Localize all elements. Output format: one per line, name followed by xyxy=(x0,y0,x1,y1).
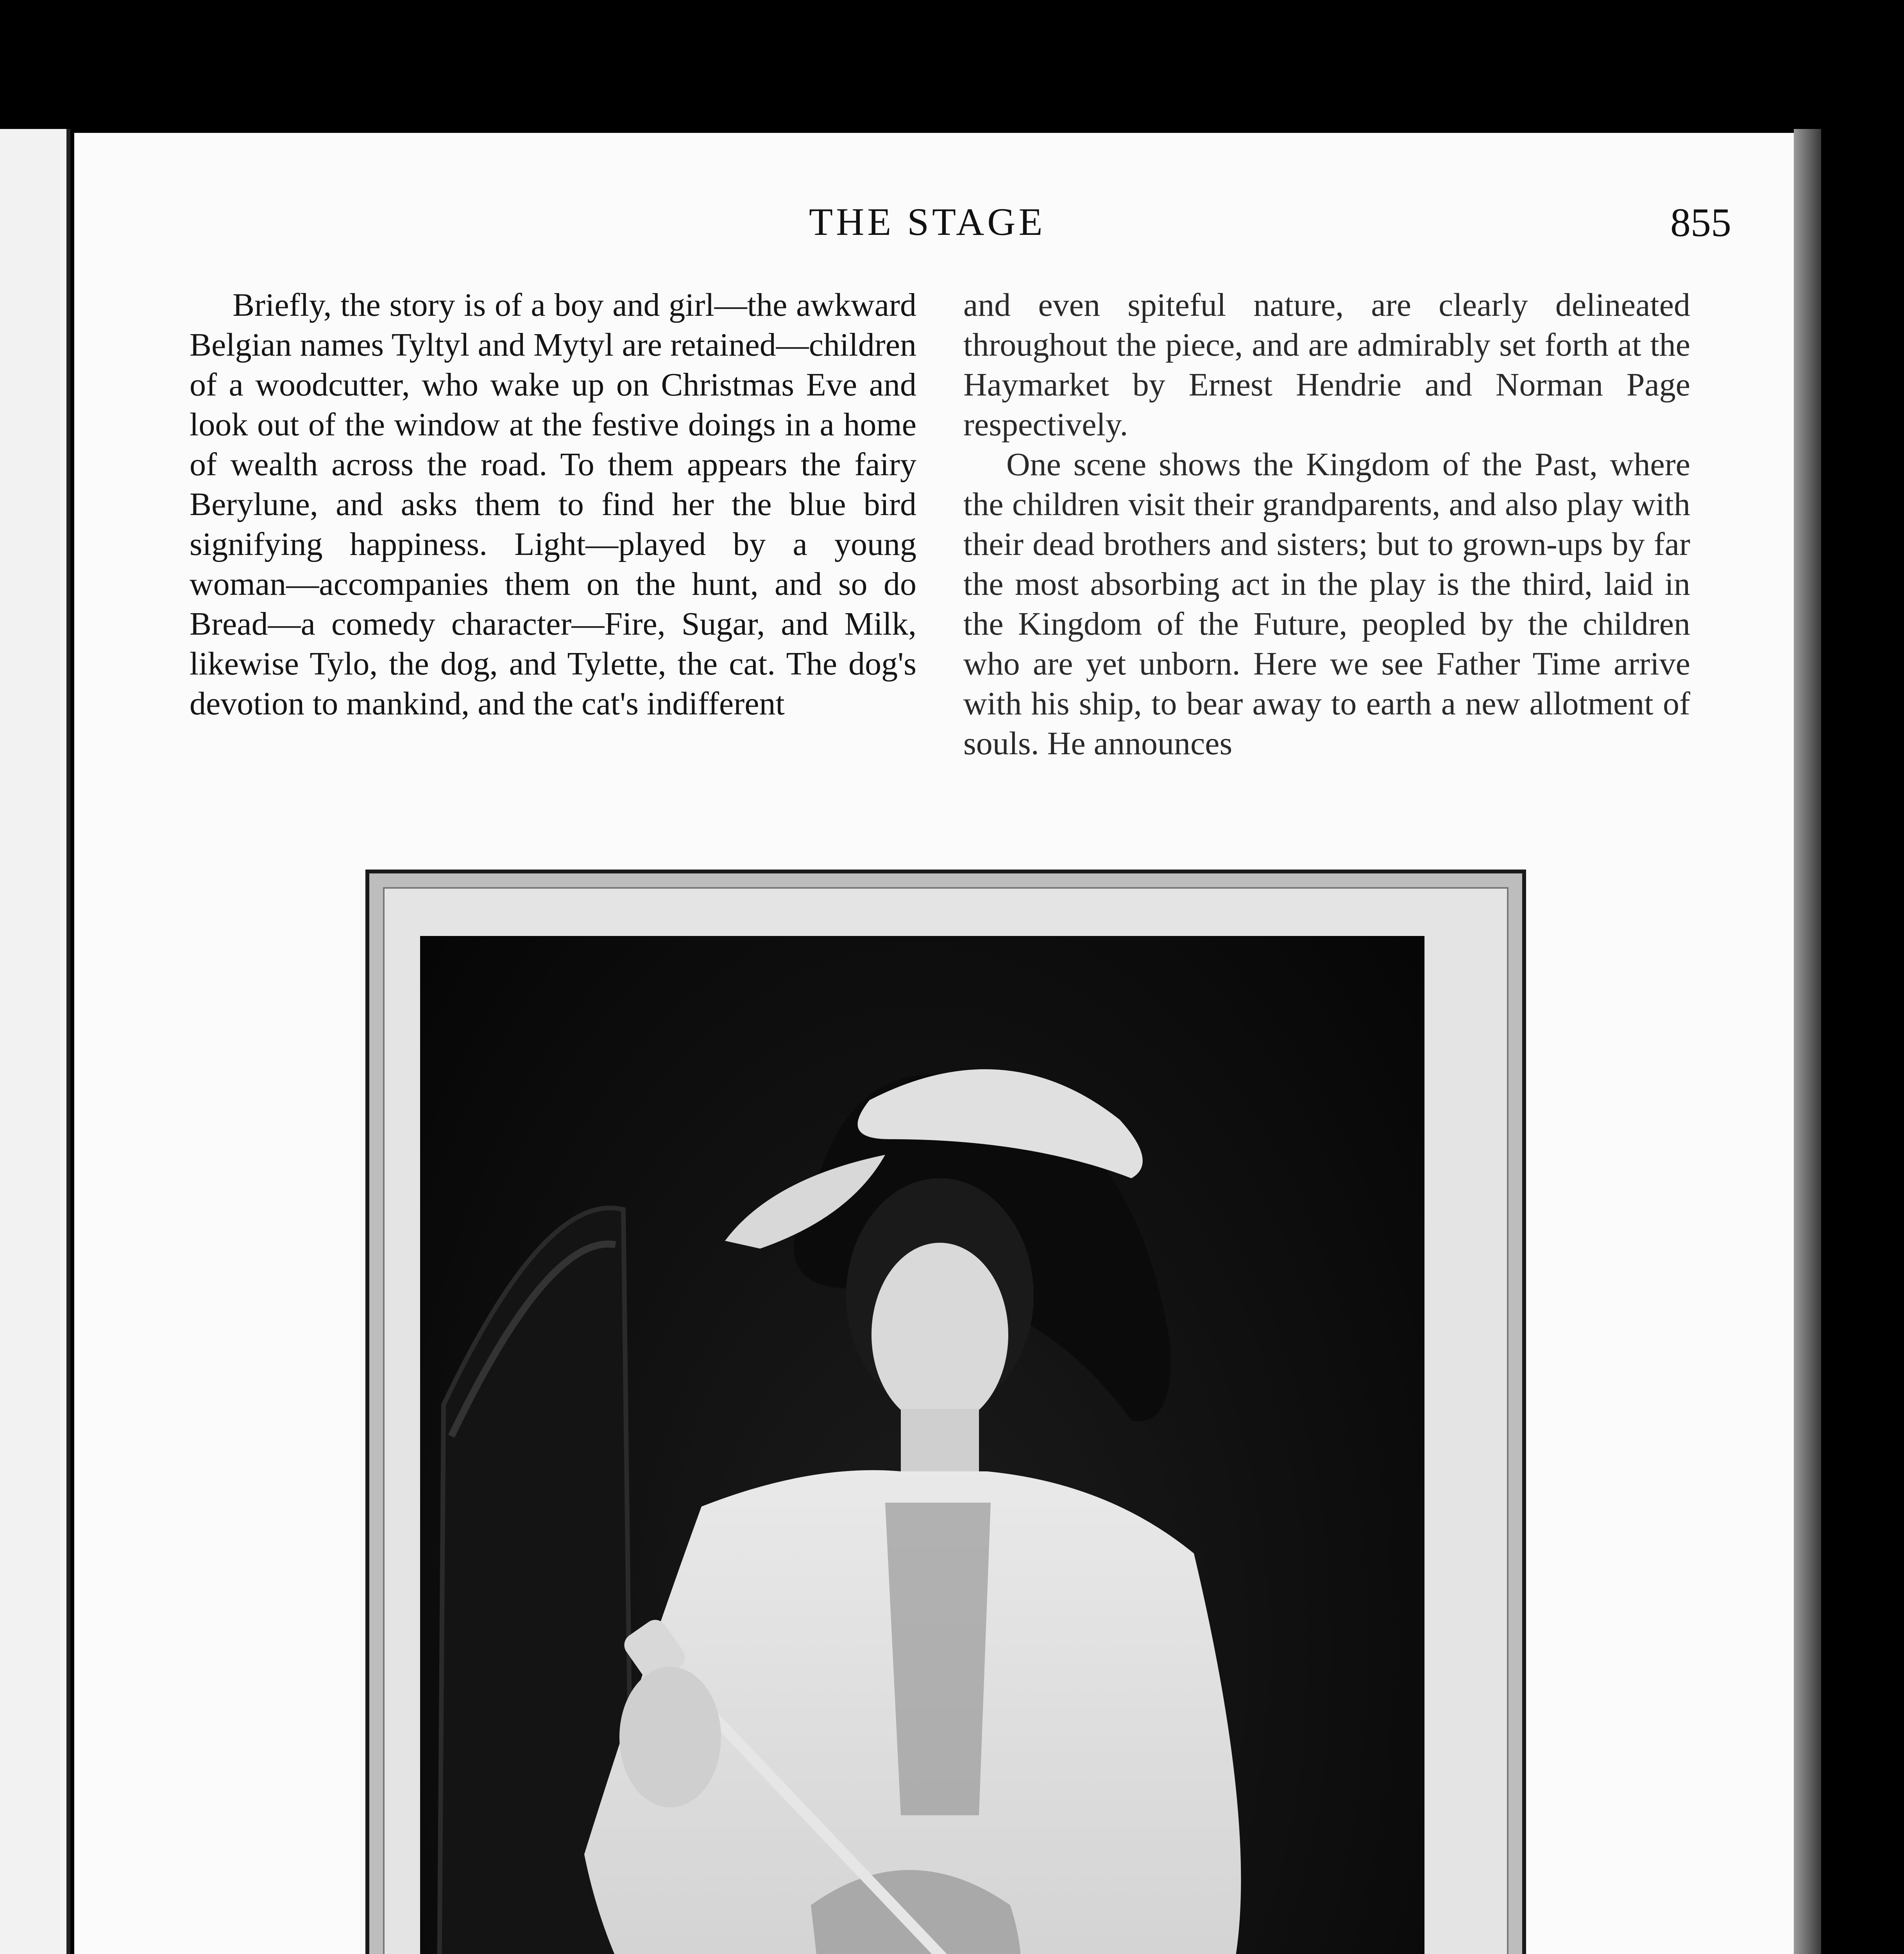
page-number: 855 xyxy=(1670,200,1731,245)
facing-page-edge xyxy=(0,129,70,1954)
portrait-photo xyxy=(420,936,1424,1954)
paragraph: One scene shows the Kingdom of the Past, where the children visit their grandparents, and also play with their dead brothers and sisters; but to grown-ups by far the most absorbing act in the play is the third, laid in the Kingdom of the Future, peopled by the children who are yet unborn. Here we see Father Time arrive with his ship, to bear away to earth a new allotment of souls. He announces xyxy=(963,446,1690,762)
paragraph: Briefly, the story is of a boy and girl—the awkward Belgian names Tyltyl and Mytyl are retained—children of a woodcutter, who wake up on Christmas Eve and look out of the window at the festive doings in a home of wealth across the road. To them appears the fairy Berylune, and asks them to find her the blue bird signifying happiness. Light—played by a young woman—accompanies them on the hunt, and so do Bread—a comedy character—Fire, Sugar, and Milk, likewise Tylo, the dog, and Tylette, the cat. The dog's devotion to mankind, and the cat's indifferent xyxy=(190,287,916,722)
text-column-left xyxy=(190,285,916,724)
photo-plate xyxy=(365,870,1526,1954)
text-column-right xyxy=(963,285,1690,764)
page-header xyxy=(74,199,1794,246)
running-title: THE STAGE xyxy=(809,200,1046,243)
paragraph: and even spiteful nature, are clearly delineated throughout the piece, and are admirably set forth at the Haymarket by Ernest Hendrie and Norman Page respectively. xyxy=(963,287,1690,443)
magazine-page xyxy=(74,133,1794,1954)
portrait-illustration xyxy=(420,936,1424,1954)
page-edge-shadow xyxy=(1794,129,1821,1954)
